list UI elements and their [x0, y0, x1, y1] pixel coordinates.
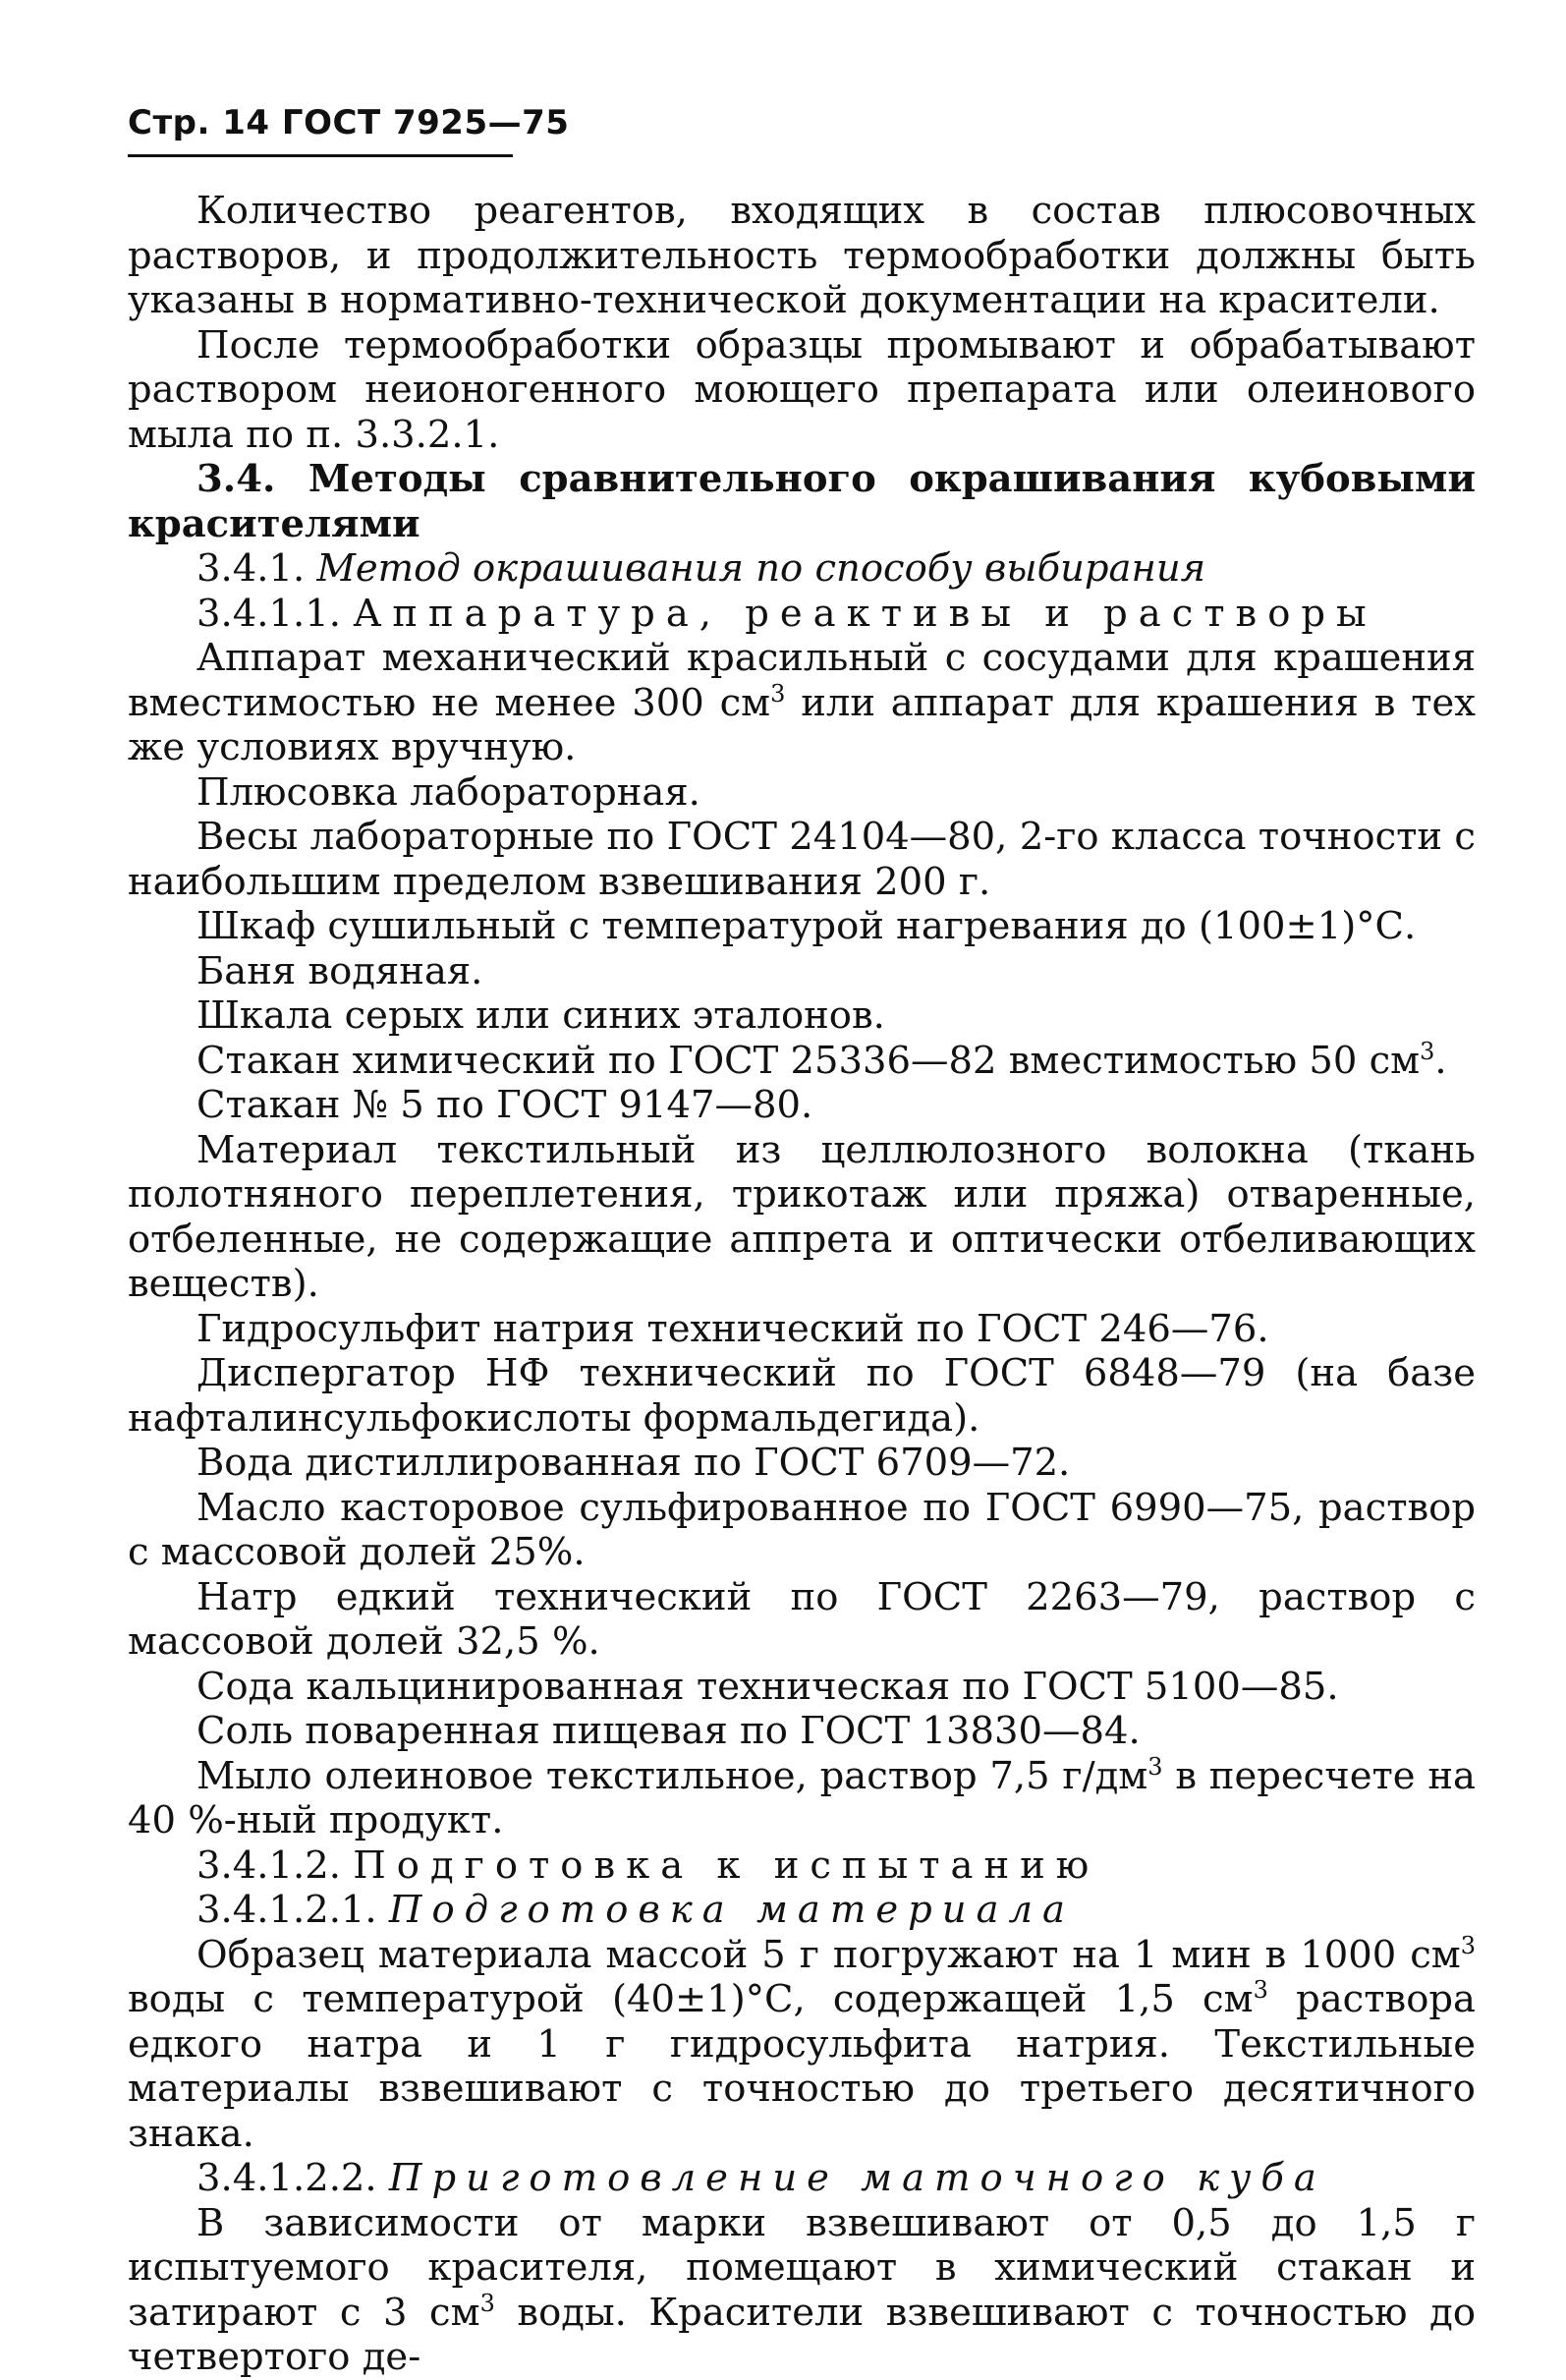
- item-naoh: Натр едкий технический по ГОСТ 2263—79, раствор с массовой долей 32,5 %.: [128, 1574, 1476, 1664]
- text: Мыло олеиновое текстильное, раствор 7,5 г/дм: [196, 1753, 1148, 1798]
- section-title: Подготовка материала: [388, 1888, 1076, 1932]
- text: Образец материала массой 5 г погружают на 1 мин в 1000 см: [196, 1932, 1461, 1977]
- section-number: 3.4.1.2.: [196, 1842, 341, 1888]
- text: .: [1434, 1038, 1447, 1083]
- section-title: Подготовка к испытанию: [353, 1842, 1100, 1888]
- paragraph-reagents: Количество реагентов, входящих в состав плюсовочных растворов, и продолжительность термообработки должны быть указаны в нормативно-технической документации на красители.: [128, 189, 1476, 322]
- section-3-4-1-2-1-heading: [128, 1888, 1476, 1933]
- item-oven: Шкаф сушильный с температурой нагревания до (100±1)°С.: [196, 904, 1417, 948]
- item-beaker: [128, 1039, 1476, 1084]
- standard-number: ГОСТ 7925—75: [281, 103, 570, 142]
- section-title: Аппаратура, реактивы и растворы: [353, 591, 1377, 636]
- section-title: Приготовление маточного куба: [388, 2156, 1326, 2200]
- section-number: 3.4.1.2.1.: [196, 1888, 377, 1932]
- item-greyscale: Шкала серых или синих эталонов.: [196, 993, 885, 1038]
- page-header: [128, 103, 569, 142]
- item-plusovka: Плюсовка лабораторная.: [196, 769, 700, 815]
- section-3-4-1-2-heading: [128, 1843, 1476, 1889]
- text: воды с температурой (40±1)°С, содержащей 1,5 см: [128, 1977, 1254, 2021]
- paragraph-material-prep: [128, 1933, 1476, 2157]
- page-number: Стр. 14: [128, 103, 270, 142]
- section-number: 3.4.1.2.2.: [196, 2156, 377, 2200]
- section-3-4-1-1-heading: [128, 592, 1476, 637]
- text: раствора едкого натра и 1 г гидросульфита натрия. Текстильные материалы взвешивают с точностью до третьего десятичного знака.: [128, 1977, 1476, 2156]
- text: В зависимости от марки взвешивают от 0,5 до 1,5 г испытуемого красителя, помещают в химический стакан и затирают с 3 см: [128, 2200, 1476, 2335]
- superscript: 3: [479, 2289, 495, 2317]
- item-salt: Соль поваренная пищевая по ГОСТ 13830—84.: [196, 1709, 1141, 1753]
- item-scales: Весы лабораторные по ГОСТ 24104—80, 2-го класса точности с наибольшим пределом взвешивания 200 г.: [128, 815, 1476, 904]
- text: Аппарат механический красильный с сосудами для крашения вместимостью не менее 300 см: [128, 636, 1476, 725]
- section-3-4-1-2-2-heading: [128, 2156, 1476, 2201]
- document-body: [128, 189, 1476, 2380]
- text: Стакан химический по ГОСТ 25336—82 вместимостью 50 см: [196, 1038, 1421, 1083]
- text: или аппарат для крашения в тех же условиях вручную.: [128, 680, 1476, 769]
- section-3-4-heading: [128, 457, 1476, 546]
- item-material: Материал текстильный из целлюлозного волокна (ткань полотняного переплетения, трикотаж или пряжа) отваренные, отбеленные, не содержащие аппрета и оптически отбеливающих веществ).: [128, 1127, 1476, 1306]
- item-bath: Баня водяная.: [196, 948, 483, 993]
- item-soap: [128, 1754, 1476, 1843]
- superscript: 3: [1460, 1931, 1476, 1959]
- section-3-4-1-heading: [128, 546, 1476, 592]
- item-soda: Сода кальцинированная техническая по ГОСТ 5100—85.: [196, 1664, 1339, 1709]
- superscript: 3: [1253, 1976, 1268, 2004]
- section-number: 3.4.1.: [196, 546, 306, 591]
- text: воды. Красители взвешивают с точностью до четвертого де-: [128, 2290, 1477, 2379]
- superscript: 3: [770, 679, 786, 708]
- superscript: 3: [1147, 1752, 1163, 1781]
- section-title: Методы сравнительного окрашивания кубовыми красителями: [128, 457, 1477, 546]
- paragraph-washing: После термообработки образцы промывают и обрабатывают раствором неионогенного моющего препарата или олеинового мыла по п. 3.3.2.1.: [128, 322, 1476, 457]
- item-apparatus: [128, 636, 1476, 770]
- item-beaker-5: Стакан № 5 по ГОСТ 9147—80.: [196, 1083, 813, 1127]
- item-castor-oil: Масло касторовое сульфированное по ГОСТ 6990—75, раствор с массовой долей 25%.: [128, 1485, 1476, 1574]
- header-underline: [128, 154, 513, 157]
- item-hydrosulfite: Гидросульфит натрия технический по ГОСТ 246—76.: [196, 1306, 1269, 1351]
- paragraph-stock-vat: [128, 2201, 1476, 2380]
- item-water: Вода дистиллированная по ГОСТ 6709—72.: [196, 1441, 1071, 1485]
- section-number: 3.4.1.1.: [196, 591, 341, 636]
- section-number: 3.4.: [196, 457, 276, 501]
- superscript: 3: [1420, 1037, 1435, 1065]
- item-dispersant: Диспергатор НФ технический по ГОСТ 6848—79 (на базе нафталинсульфокислоты формальдегида).: [128, 1351, 1476, 1441]
- section-title: Метод окрашивания по способу выбирания: [316, 546, 1206, 591]
- text: в пересчете на 40 %-ный продукт.: [128, 1753, 1476, 1842]
